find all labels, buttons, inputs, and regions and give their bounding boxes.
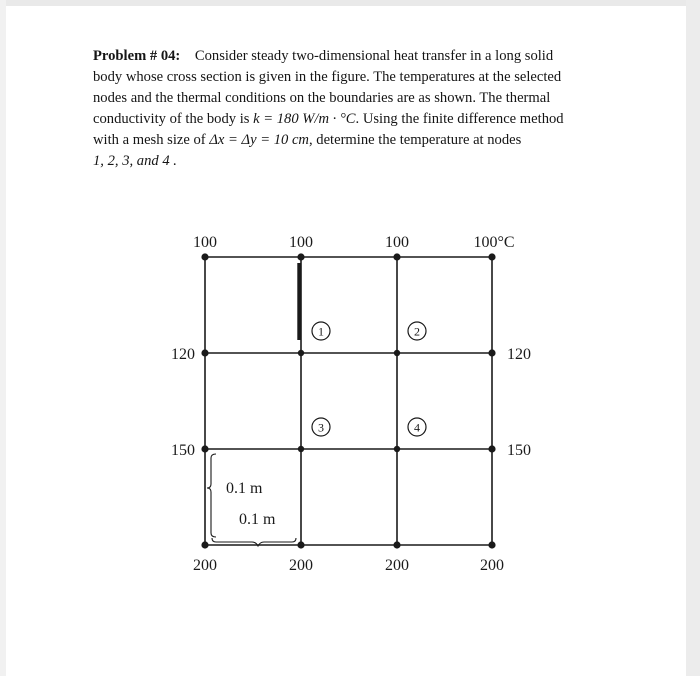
node-dot: [488, 541, 495, 548]
right-label: 150: [507, 442, 531, 459]
interior-node-dot: [298, 350, 304, 356]
interior-node-dot: [394, 446, 400, 452]
node-3-label: 3: [318, 420, 324, 435]
node-dot: [297, 541, 304, 548]
grid-lines: [205, 257, 492, 545]
left-label: 120: [171, 346, 195, 363]
dimension-markers: [207, 454, 296, 546]
bottom-label: 200: [289, 557, 313, 574]
problem-line-4-pre: conductivity of the body is: [93, 111, 254, 127]
problem-line-1-text: Consider steady two-dimensional heat transfer in a long solid: [194, 48, 554, 64]
boundary-nodes: [201, 253, 495, 548]
interior-node-dot: [394, 350, 400, 356]
node-1-label: 1: [318, 324, 324, 339]
top-temperature-labels: [193, 234, 515, 251]
problem-heading: Problem # 04:: [93, 48, 181, 64]
problem-line-5-post: , determine the temperature at nodes: [308, 132, 522, 148]
horizontal-dimension-label: 0.1 m: [239, 511, 276, 528]
problem-line-4-post: . Using the finite difference method: [355, 111, 564, 127]
node-dot: [393, 541, 400, 548]
top-label: 100: [385, 234, 409, 251]
unknown-node-markers: [312, 322, 426, 436]
top-label: 100°C: [473, 234, 515, 251]
bottom-label: 200: [385, 557, 409, 574]
node-dot: [201, 541, 208, 548]
problem-line-3: nodes and the thermal conditions on the boundaries are as shown. The thermal: [93, 90, 551, 106]
top-label: 100: [289, 234, 313, 251]
left-temperature-labels: [171, 346, 195, 459]
node-dot: [201, 349, 208, 356]
top-label: 100: [193, 234, 217, 251]
node-dot: [488, 253, 495, 260]
node-dot: [488, 349, 495, 356]
vertical-dimension-label: 0.1 m: [226, 480, 263, 497]
node-dot: [393, 253, 400, 260]
right-temperature-labels: [507, 346, 531, 459]
right-label: 120: [507, 346, 531, 363]
mesh-size-equation: Δx = Δy = 10 cm: [209, 132, 309, 148]
node-dot: [201, 253, 208, 260]
interior-node-dot: [298, 446, 304, 452]
node-2-label: 2: [414, 324, 420, 339]
problem-line-5-pre: with a mesh size of: [93, 132, 210, 148]
conductivity-equation: k = 180 W/m · °C: [253, 111, 356, 127]
problem-line-2: body whose cross section is given in the figure. The temperatures at the selected: [93, 69, 562, 85]
bottom-temperature-labels: [193, 557, 504, 574]
node-4-label: 4: [414, 420, 420, 435]
node-dot: [201, 445, 208, 452]
bottom-label: 200: [193, 557, 217, 574]
left-label: 150: [171, 442, 195, 459]
node-dot: [488, 445, 495, 452]
bottom-label: 200: [480, 557, 504, 574]
problem-line-6: 1, 2, 3, and 4 .: [93, 153, 177, 169]
node-dot: [297, 253, 304, 260]
vertical-dimension-brace: [207, 454, 216, 537]
